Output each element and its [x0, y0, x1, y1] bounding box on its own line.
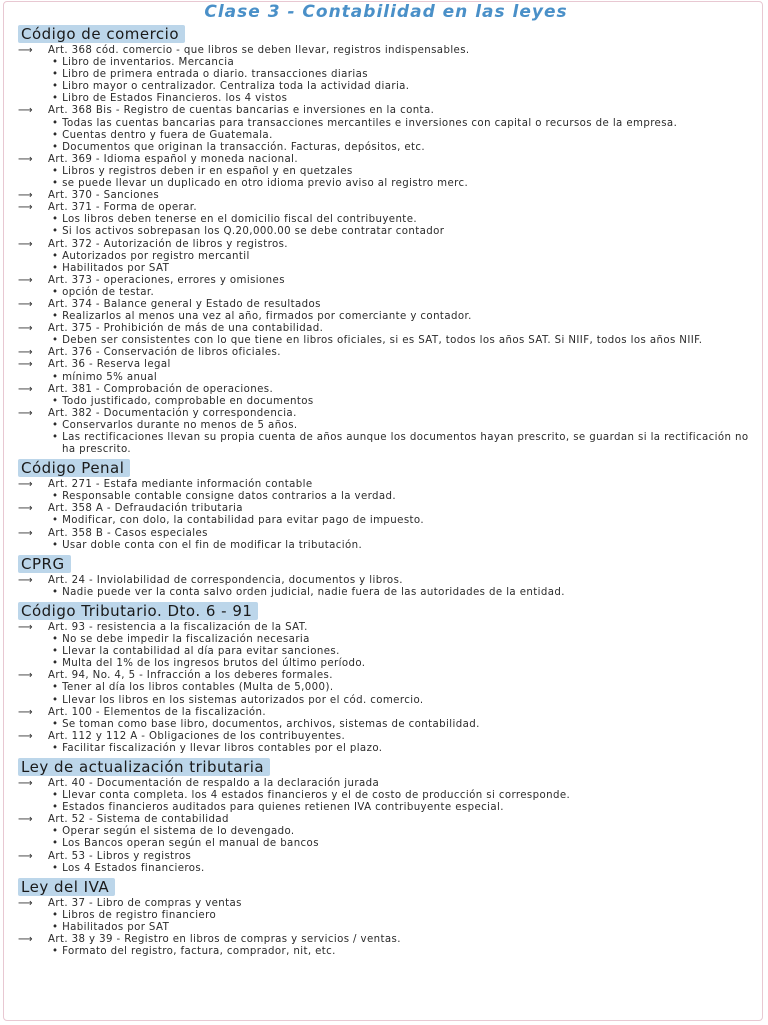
- bullet-list: [18, 420, 754, 456]
- bullet-point: • Cuentas dentro y fuera de Guatemala.: [18, 130, 754, 142]
- bullet-list: [18, 719, 754, 731]
- arrow-right-icon: ⟶: [18, 383, 34, 395]
- bullet-point: • Facilitar fiscalización y llevar libros contables por el plazo.: [18, 743, 754, 755]
- article-text: Art. 100 - Elementos de la fiscalización.: [48, 706, 267, 718]
- bullet-list: [18, 57, 754, 105]
- section: [18, 552, 754, 599]
- bullet-point: • Deben ser consistentes con lo que tiene en libros oficiales, si es SAT, todos los años SAT. Si NIIF, todos los años NIIF.: [18, 335, 754, 347]
- article-line: [18, 575, 754, 587]
- bullet-point: • Documentos que originan la transacción. Facturas, depósitos, etc.: [18, 142, 754, 154]
- bullet-point: • Se toman como base libro, documentos, archivos, sistemas de contabilidad.: [18, 719, 754, 731]
- arrow-right-icon: ⟶: [18, 190, 34, 202]
- bullet-point: • mínimo 5% anual: [18, 372, 754, 384]
- article-line: [18, 323, 754, 335]
- bullet-point: • Libros y registros deben ir en español y en quetzales: [18, 166, 754, 178]
- article-line: [18, 898, 754, 910]
- bullet-list: [18, 372, 754, 384]
- arrow-right-icon: ⟶: [18, 153, 34, 165]
- arrow-right-icon: ⟶: [18, 274, 34, 286]
- article-text: Art. 374 - Balance general y Estado de resultados: [48, 298, 321, 310]
- arrow-right-icon: ⟶: [18, 298, 34, 310]
- bullet-point: • Llevar los libros en los sistemas autorizados por el cód. comercio.: [18, 695, 754, 707]
- article-text: Art. 24 - Inviolabilidad de correspondencia, documentos y libros.: [48, 574, 403, 586]
- bullet-point: • Usar doble conta con el fin de modificar la tributación.: [18, 540, 754, 552]
- arrow-right-icon: ⟶: [18, 850, 34, 862]
- article-line: [18, 528, 754, 540]
- bullet-point: • Tener al día los libros contables (Multa de 5,000).: [18, 682, 754, 694]
- arrow-right-icon: ⟶: [18, 897, 34, 909]
- bullet-list: [18, 863, 754, 875]
- arrow-right-icon: ⟶: [18, 574, 34, 586]
- article-line: [18, 154, 754, 166]
- section: [18, 875, 754, 958]
- article-text: Art. 94, No. 4, 5 - Infracción a los deberes formales.: [48, 670, 333, 682]
- arrow-right-icon: ⟶: [18, 45, 34, 56]
- bullet-list: [18, 826, 754, 850]
- bullet-point: • Multa del 1% de los ingresos brutos del último período.: [18, 658, 754, 670]
- bullet-list: [18, 587, 754, 599]
- bullet-list: [18, 335, 754, 347]
- bullet-point: • Si los activos sobrepasan los Q.20,000.00 se debe contratar contador: [18, 226, 754, 238]
- bullet-list: [18, 251, 754, 275]
- bullet-list: [18, 743, 754, 755]
- article-text: Art. 358 A - Defraudación tributaria: [48, 503, 243, 515]
- section: [18, 456, 754, 552]
- bullet-point: • Llevar conta completa. los 4 estados financieros y el de costo de producción si corresponde.: [18, 790, 754, 802]
- article-text: Art. 373 - operaciones, errores y omisiones: [48, 274, 285, 286]
- bullet-point: • Los libros deben tenerse en el domicilio fiscal del contribuyente.: [18, 214, 754, 226]
- article-line: [18, 45, 754, 57]
- bullet-point: • Las rectificaciones llevan su propia cuenta de años aunque los documentos hayan prescrito, se guardan si la rectificación no ha prescrito.: [18, 432, 754, 456]
- article-text: Art. 271 - Estafa mediante información contable: [48, 479, 313, 491]
- bullet-list: [18, 515, 754, 527]
- article-line: [18, 814, 754, 826]
- section-heading: Código de comercio: [18, 25, 185, 43]
- bullet-point: • Libro mayor o centralizador. Centraliza toda la actividad diaria.: [18, 81, 754, 93]
- arrow-right-icon: ⟶: [18, 503, 34, 515]
- article-text: Art. 37 - Libro de compras y ventas: [48, 897, 242, 909]
- section-heading: Ley de actualización tributaria: [18, 758, 270, 776]
- bullet-point: • Conservarlos durante no menos de 5 años.: [18, 420, 754, 432]
- section: [18, 755, 754, 875]
- article-text: Art. 369 - Idioma español y moneda nacional.: [48, 153, 299, 165]
- section-heading: CPRG: [18, 555, 71, 573]
- bullet-point: • opción de testar.: [18, 287, 754, 299]
- article-text: Art. 38 y 39 - Registro en libros de compras y servicios / ventas.: [48, 934, 401, 945]
- article-line: [18, 670, 754, 682]
- bullet-list: [18, 634, 754, 670]
- bullet-point: • Todas las cuentas bancarias para transacciones mercantiles e inversiones con capital o recursos de la empresa.: [18, 118, 754, 130]
- arrow-right-icon: ⟶: [18, 479, 34, 491]
- article-line: [18, 731, 754, 743]
- bullet-point: • Llevar la contabilidad al día para evitar sanciones.: [18, 646, 754, 658]
- notes-content: [18, 22, 754, 958]
- arrow-right-icon: ⟶: [18, 814, 34, 826]
- article-text: Art. 40 - Documentación de respaldo a la declaración jurada: [48, 777, 380, 789]
- bullet-point: • Nadie puede ver la conta salvo orden judicial, nadie fuera de las autoridades de la entidad.: [18, 587, 754, 599]
- article-line: [18, 190, 754, 202]
- bullet-point: • Libros de registro financiero: [18, 910, 754, 922]
- section-heading: Código Penal: [18, 459, 130, 477]
- arrow-right-icon: ⟶: [18, 238, 34, 250]
- article-line: [18, 359, 754, 371]
- article-line: [18, 622, 754, 634]
- bullet-list: [18, 910, 754, 934]
- bullet-point: • Autorizados por registro mercantil: [18, 251, 754, 263]
- arrow-right-icon: ⟶: [18, 777, 34, 789]
- article-line: [18, 778, 754, 790]
- article-text: Art. 93 - resistencia a la fiscalización de la SAT.: [48, 621, 308, 633]
- article-line: [18, 347, 754, 359]
- article-text: Art. 382 - Documentación y correspondencia.: [48, 407, 297, 419]
- bullet-point: • Habilitados por SAT: [18, 922, 754, 934]
- arrow-right-icon: ⟶: [18, 347, 34, 359]
- bullet-point: • Operar según el sistema de lo devengado.: [18, 826, 754, 838]
- notes-page: [3, 1, 763, 1021]
- article-text: Art. 375 - Prohibición de más de una contabilidad.: [48, 323, 324, 335]
- arrow-right-icon: ⟶: [18, 359, 34, 371]
- bullet-point: • Responsable contable consigne datos contrarios a la verdad.: [18, 491, 754, 503]
- bullet-list: [18, 311, 754, 323]
- article-line: [18, 299, 754, 311]
- article-line: [18, 384, 754, 396]
- bullet-point: • Habilitados por SAT: [18, 263, 754, 275]
- arrow-right-icon: ⟶: [18, 202, 34, 214]
- article-text: Art. 371 - Forma de operar.: [48, 202, 198, 214]
- article-text: Art. 52 - Sistema de contabilidad: [48, 814, 229, 826]
- bullet-point: • No se debe impedir la fiscalización necesaria: [18, 634, 754, 646]
- article-text: Art. 358 B - Casos especiales: [48, 527, 208, 539]
- article-line: [18, 105, 754, 117]
- article-text: Art. 368 cód. comercio - que libros se deben llevar, registros indispensables.: [48, 45, 470, 56]
- arrow-right-icon: ⟶: [18, 670, 34, 682]
- arrow-right-icon: ⟶: [18, 105, 34, 117]
- article-line: [18, 202, 754, 214]
- article-text: Art. 36 - Reserva legal: [48, 359, 171, 371]
- page-title: Clase 3 - Contabilidad en las leyes: [204, 2, 568, 22]
- article-text: Art. 376 - Conservación de libros oficiales.: [48, 347, 281, 359]
- bullet-list: [18, 540, 754, 552]
- bullet-point: • Estados financieros auditados para quienes retienen IVA contribuyente especial.: [18, 802, 754, 814]
- bullet-point: • Formato del registro, factura, comprador, nit, etc.: [18, 946, 754, 958]
- bullet-list: [18, 287, 754, 299]
- bullet-point: • Libro de inventarios. Mercancia: [18, 57, 754, 69]
- arrow-right-icon: ⟶: [18, 407, 34, 419]
- bullet-list: [18, 214, 754, 238]
- article-line: [18, 503, 754, 515]
- article-line: [18, 239, 754, 251]
- bullet-point: • Modificar, con dolo, la contabilidad para evitar pago de impuesto.: [18, 515, 754, 527]
- article-text: Art. 368 Bis - Registro de cuentas bancarias e inversiones en la conta.: [48, 105, 435, 117]
- bullet-point: • Todo justificado, comprobable en documentos: [18, 396, 754, 408]
- arrow-right-icon: ⟶: [18, 621, 34, 633]
- section: [18, 22, 754, 456]
- article-text: Art. 372 - Autorización de libros y registros.: [48, 238, 288, 250]
- article-text: Art. 370 - Sanciones: [48, 190, 160, 202]
- arrow-right-icon: ⟶: [18, 934, 34, 945]
- bullet-list: [18, 491, 754, 503]
- section-heading: Código Tributario. Dto. 6 - 91: [18, 602, 258, 620]
- article-text: Art. 112 y 112 A - Obligaciones de los contribuyentes.: [48, 730, 346, 742]
- article-line: [18, 479, 754, 491]
- section: [18, 599, 754, 755]
- bullet-point: • Los Bancos operan según el manual de bancos: [18, 838, 754, 850]
- section-heading: Ley del IVA: [18, 878, 115, 896]
- bullet-list: [18, 166, 754, 190]
- bullet-point: • Los 4 Estados financieros.: [18, 863, 754, 875]
- bullet-list: [18, 396, 754, 408]
- article-line: [18, 851, 754, 863]
- bullet-point: • Libro de Estados Financieros. los 4 vistos: [18, 93, 754, 105]
- article-line: [18, 275, 754, 287]
- bullet-point: • se puede llevar un duplicado en otro idioma previo aviso al registro merc.: [18, 178, 754, 190]
- bullet-list: [18, 118, 754, 154]
- article-line: [18, 707, 754, 719]
- arrow-right-icon: ⟶: [18, 730, 34, 742]
- bullet-point: • Realizarlos al menos una vez al año, firmados por comerciante y contador.: [18, 311, 754, 323]
- bullet-point: • Libro de primera entrada o diario. transacciones diarias: [18, 69, 754, 81]
- arrow-right-icon: ⟶: [18, 323, 34, 335]
- bullet-list: [18, 682, 754, 706]
- arrow-right-icon: ⟶: [18, 527, 34, 539]
- bullet-list: [18, 790, 754, 814]
- article-line: [18, 408, 754, 420]
- arrow-right-icon: ⟶: [18, 706, 34, 718]
- article-line: [18, 934, 754, 946]
- article-text: Art. 381 - Comprobación de operaciones.: [48, 383, 274, 395]
- bullet-list: [18, 946, 754, 958]
- article-text: Art. 53 - Libros y registros: [48, 850, 192, 862]
